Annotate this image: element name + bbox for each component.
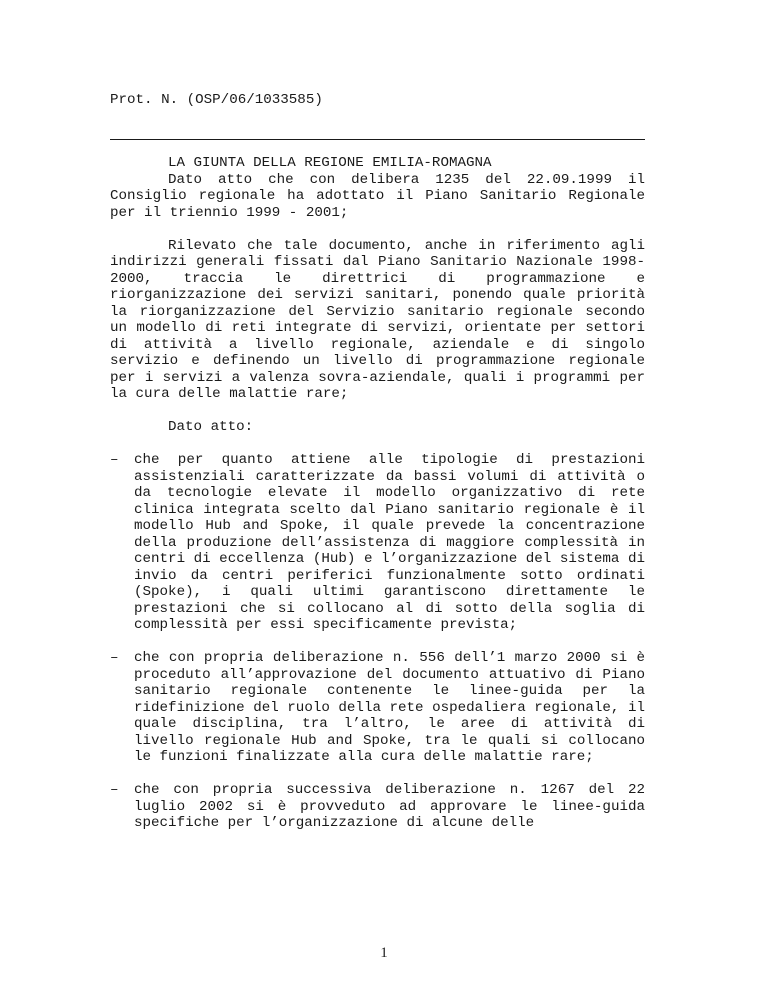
bullet-item-deliberazione-1267 bbox=[110, 782, 645, 832]
dato-atto-heading: Dato atto: bbox=[168, 419, 254, 435]
dash-marker: – bbox=[110, 452, 119, 468]
bullet-item-deliberazione-556 bbox=[110, 650, 645, 766]
dash-marker: – bbox=[110, 650, 119, 666]
bullet-text: che per quanto attiene alle tipologie di prestazioni assistenziali caratterizzate da bassi volumi di attività o da tecnologie elevate il modello organizzativo di rete clinica integrata scelto dal Piano sanitario regionale è il modello Hub and Spoke, il quale prevede la concentrazione della produzione dell’assistenza di maggiore complessità in centri di eccellenza (Hub) e l’organizzazione del sistema di invio da centri periferici funzionalmente sotto ordinati (Spoke), i quali ultimi garantiscono direttamente le prestazioni che si collocano al di sotto della soglia di complessità per essi specificamente prevista; bbox=[134, 452, 645, 633]
dash-marker: – bbox=[110, 782, 119, 798]
paragraph-dato-atto-delibera: Dato atto che con delibera 1235 del 22.09.1999 il Consiglio regionale ha adottato il Piano Sanitario Regionale per il triennio 1999 - 2001; bbox=[110, 171, 645, 221]
bullet-text: che con propria successiva deliberazione n. 1267 del 22 luglio 2002 si è provveduto ad approvare le linee-guida specifiche per l’organizzazione di alcune delle bbox=[134, 782, 645, 831]
bullet-item-hub-spoke bbox=[110, 452, 645, 634]
document-title: LA GIUNTA DELLA REGIONE EMILIA-ROMAGNA bbox=[168, 155, 492, 171]
bullet-text: che con propria deliberazione n. 556 dell’1 marzo 2000 si è proceduto all’approvazione del documento attuativo di Piano sanitario regionale contenente le linee-guida per la ridefinizione del ruolo della rete ospedaliera regionale, il quale disciplina, tra l’altro, le aree di attività di livello regionale Hub and Spoke, tra le quali si collocano le funzioni finalizzate alla cura delle malattie rare; bbox=[134, 650, 645, 765]
paragraph-rilevato: Rilevato che tale documento, anche in riferimento agli indirizzi generali fissati dal Piano Sanitario Nazionale 1998-2000, traccia le direttrici di programmazione e riorganizzazione dei servizi sanitari, ponendo quale priorità la riorganizzazione del Servizio sanitario regionale secondo un modello di reti integrate di servizi, orientate per settori di attività a livello regionale, aziendale e di singolo servizio e definendo un livello di programmazione regionale per i servizi a valenza sovra-aziendale, quali i programmi per la cura delle malattie rare; bbox=[110, 237, 645, 402]
document-body bbox=[110, 155, 645, 848]
protocol-number: Prot. N. (OSP/06/1033585) bbox=[110, 92, 323, 108]
header-divider bbox=[110, 139, 645, 140]
page-number: 1 bbox=[380, 945, 388, 961]
